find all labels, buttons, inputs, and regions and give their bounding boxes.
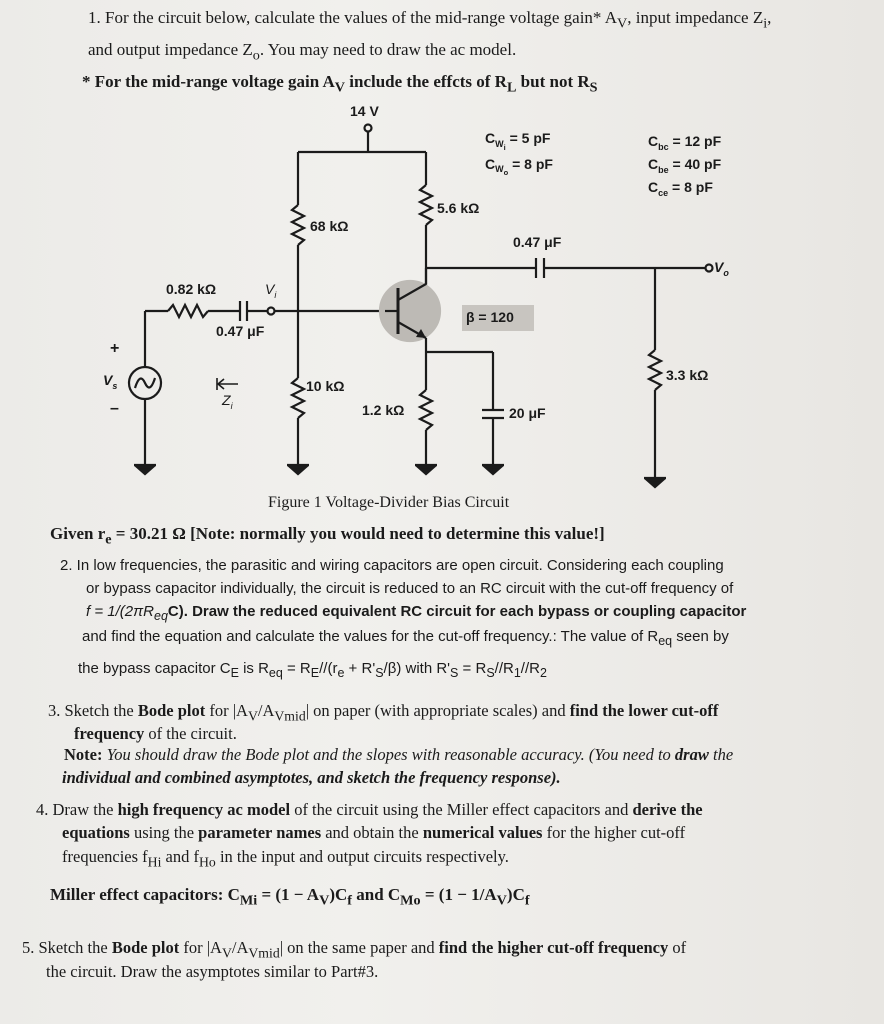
q4-line1 <box>36 800 703 820</box>
q1-text-c: , <box>767 8 772 27</box>
q4-d: derive the <box>632 800 703 819</box>
vo-label: $V_o$ <box>714 259 729 278</box>
q1-sub-i: i <box>763 15 768 32</box>
q4-l2b: using the <box>129 823 199 842</box>
ground-symbols <box>134 465 666 487</box>
q2-l5h: //R <box>494 660 514 677</box>
q2-line4-end: seen by <box>672 628 729 645</box>
rl-label: 3.3 kΩ <box>666 367 709 383</box>
q3-note-draw: draw <box>674 745 709 764</box>
q2-formula: f = 1/(2πR <box>86 603 154 620</box>
q5-f: find the higher cut-off frequency <box>438 938 669 957</box>
parasitic-caps-label: $C_{bc} = 12$ pF $C_{be} = 40$ pF $C_{ce} = 8$ pF <box>648 133 722 198</box>
q4-l3a: frequencies f <box>62 847 148 866</box>
q5-g: of <box>668 938 687 957</box>
c-out-label: 0.47 μF <box>513 234 562 250</box>
figure-caption: Figure 1 Voltage-Divider Bias Circuit <box>268 494 510 511</box>
rs-resistor <box>168 305 208 317</box>
q5-sub: V <box>221 945 232 961</box>
q1-sub-v: V <box>617 15 628 32</box>
miller-sub5: V <box>496 892 507 909</box>
miller-c: )C <box>329 885 348 904</box>
miller-sub1: Mi <box>239 892 258 909</box>
q2-line2: or bypass capacitor individually, the circuit is reduced to an RC circuit with the cut-off frequency of <box>86 580 734 597</box>
vs-symbol: V <box>103 372 113 388</box>
q4-l3c: in the input and output circuits respectively. <box>215 847 509 866</box>
q2-line5 <box>78 660 547 680</box>
re-label: 1.2 kΩ <box>362 402 405 418</box>
cbe-value: = 40 pF <box>672 155 722 172</box>
q1-line2-a: and output impedance Z <box>88 40 253 59</box>
r1-resistor <box>292 205 304 245</box>
q2-l5e: + R' <box>344 660 376 677</box>
re-resistor <box>420 390 432 430</box>
rs-label: 0.82 kΩ <box>166 281 217 297</box>
q3-bode: Bode plot <box>137 701 206 720</box>
zi-symbol: Z <box>222 392 231 408</box>
miller-d: and C <box>351 885 401 904</box>
q2-l5sub: E <box>230 666 239 680</box>
q1-note-sub: V <box>334 79 346 96</box>
q4-params: parameter names <box>198 823 322 842</box>
q2-formula-sub: eq <box>154 609 168 623</box>
q3-note-label: Note: <box>64 745 103 764</box>
q3-c: for |A <box>205 701 248 720</box>
miller-sub3: f <box>347 892 352 909</box>
q4-c: of the circuit using the Miller effect capacitors and <box>290 800 633 819</box>
q2-l5sub7: S <box>486 666 495 680</box>
miller-a: Miller effect capacitors: C <box>50 885 240 904</box>
vi-symbol: V <box>265 281 275 297</box>
q2-l5sub8: 1 <box>513 666 521 680</box>
q2-line4 <box>82 628 729 648</box>
miller-f: )C <box>506 885 525 904</box>
cwo-symbol: C <box>485 155 496 172</box>
cwi-symbol: C <box>485 130 496 146</box>
q1-note-sub2: L <box>506 79 517 96</box>
q4-l2f: for the higher cut-off <box>542 823 686 842</box>
wiring-caps-label: $C_{W_i} = 5$ pF $C_{W_o} = 8$ pF <box>485 130 553 178</box>
q3-note-text: You should draw the Bode plot and the slopes with reasonable accuracy. (You need to <box>102 745 675 764</box>
q3-note2: individual and combined asymptotes, and sketch the frequency response). <box>62 768 561 787</box>
q1-note-sub3: S <box>589 79 598 96</box>
q5-c: for |A <box>179 938 222 957</box>
q3-d: /A <box>257 701 275 720</box>
source-plus: + <box>110 340 120 357</box>
q3-line1 <box>48 701 718 724</box>
given-label: Given r <box>50 524 106 543</box>
q2-l5sub4: e <box>337 666 345 680</box>
q2-l5c: = R <box>282 660 311 677</box>
cwo-value: = 8 pF <box>512 155 553 172</box>
miller-b: = (1 − A <box>257 885 320 904</box>
q2-l5a: the bypass capacitor C <box>78 660 231 677</box>
q5-line2: the circuit. Draw the asymptotes similar to Part#3. <box>46 962 379 981</box>
r2-resistor <box>292 378 304 418</box>
q5-a: 5. Sketch the <box>22 938 112 957</box>
rl-resistor <box>649 350 661 390</box>
r2-label: 10 kΩ <box>306 378 345 394</box>
q2-line4-sub: eq <box>658 634 673 648</box>
q2-line3 <box>86 603 746 623</box>
q2-l5sub9: 2 <box>539 666 547 680</box>
q2-l5sub6: S <box>450 666 459 680</box>
q1-text-a: 1. For the circuit below, calculate the values of the mid-range voltage gain* A <box>88 8 618 27</box>
q3-line2 <box>74 724 237 744</box>
q1-note-a: * For the mid-range voltage gain A <box>82 72 335 91</box>
q2-l5sub3: E <box>310 666 320 680</box>
cce-value: = 8 pF <box>672 178 713 195</box>
q5-sub2: Vmid <box>248 945 280 961</box>
q1-line2-sub: o <box>252 47 260 64</box>
beta-label: β = 120 <box>466 309 514 325</box>
miller-sub2: V <box>319 892 330 909</box>
q4-l3sub2: Ho <box>199 854 216 870</box>
q1-note-c: but not R <box>516 72 590 91</box>
q2-line3-text: C). Draw the reduced equivalent RC circuit for each bypass or coupling capacitor <box>167 603 747 620</box>
given-line <box>50 524 605 548</box>
q2-line4-text: and find the equation and calculate the values for the cut-off frequency.: The value of R <box>82 628 659 645</box>
q2-l5d: //(r <box>319 660 338 677</box>
vi-label: $V_i$ <box>265 281 277 300</box>
q2-line1: 2. In low frequencies, the parasitic and wiring capacitors are open circuit. Considering each coupling <box>60 557 724 574</box>
q2-l5sub5: S <box>375 666 384 680</box>
q1-line2-b: . You may need to draw the ac model. <box>259 40 517 59</box>
ce-label: 20 μF <box>509 405 546 421</box>
q4-a: 4. Draw the <box>36 800 118 819</box>
q3-sub: V <box>247 708 258 724</box>
q2-l5b: is R <box>238 660 269 677</box>
q3-sub2: Vmid <box>274 708 306 724</box>
q2-l5i: //R <box>520 660 540 677</box>
rc-resistor <box>420 185 432 225</box>
q4-numerical: numerical values <box>422 823 543 842</box>
given-note: [Note: normally you would need to determine this value!] <box>190 524 605 543</box>
q4-b: high frequency ac model <box>117 800 291 819</box>
q1-text-b: , input impedance Z <box>627 8 764 27</box>
q4-l3b: and f <box>161 847 199 866</box>
cbc-value: = 12 pF <box>672 133 722 149</box>
cwi-value: = 5 pF <box>509 130 551 146</box>
given-sub: e <box>105 531 112 548</box>
miller-line <box>50 885 530 909</box>
zi-label: $Z_i$ <box>222 392 233 411</box>
q2-l5sub2: eq <box>268 666 283 680</box>
q5-bode: Bode plot <box>111 938 180 957</box>
vo-symbol: V <box>714 259 724 275</box>
vcc-terminal <box>365 125 372 132</box>
q2-l5g: = R <box>458 660 487 677</box>
q3-a: 3. Sketch the <box>48 701 138 720</box>
vs-label: $V_s$ <box>103 372 118 391</box>
q3-line2-end: of the circuit. <box>144 724 237 743</box>
c-in-label: 0.47 μF <box>216 323 265 339</box>
source-minus: – <box>110 400 119 417</box>
vcc-label: 14 V <box>350 103 379 119</box>
q4-line2 <box>62 823 685 843</box>
q4-equations: equations <box>62 823 130 842</box>
q5-d: /A <box>231 938 249 957</box>
q5-e: | on the same paper and <box>279 938 439 957</box>
q3-frequency: frequency <box>74 724 145 743</box>
q3-e: | on paper (with appropriate scales) and <box>305 701 570 720</box>
miller-e: = (1 − 1/A <box>420 885 497 904</box>
given-value: = 30.21 Ω <box>111 524 191 543</box>
q3-note-end: the <box>708 745 734 764</box>
q4-l2d: and obtain the <box>321 823 423 842</box>
q5-line1 <box>22 938 686 961</box>
q4-l3sub: Hi <box>147 854 162 870</box>
q3-f: find the lower cut-off <box>569 701 719 720</box>
q3-note1 <box>64 745 733 765</box>
q4-line3 <box>62 847 509 870</box>
q1-note-b: include the effcts of R <box>345 72 507 91</box>
miller-sub6: f <box>524 892 530 909</box>
miller-sub4: Mo <box>400 892 421 909</box>
r1-label: 68 kΩ <box>310 218 349 234</box>
q2-l5f: /β) with R' <box>383 660 451 677</box>
rc-label: 5.6 kΩ <box>437 200 480 216</box>
